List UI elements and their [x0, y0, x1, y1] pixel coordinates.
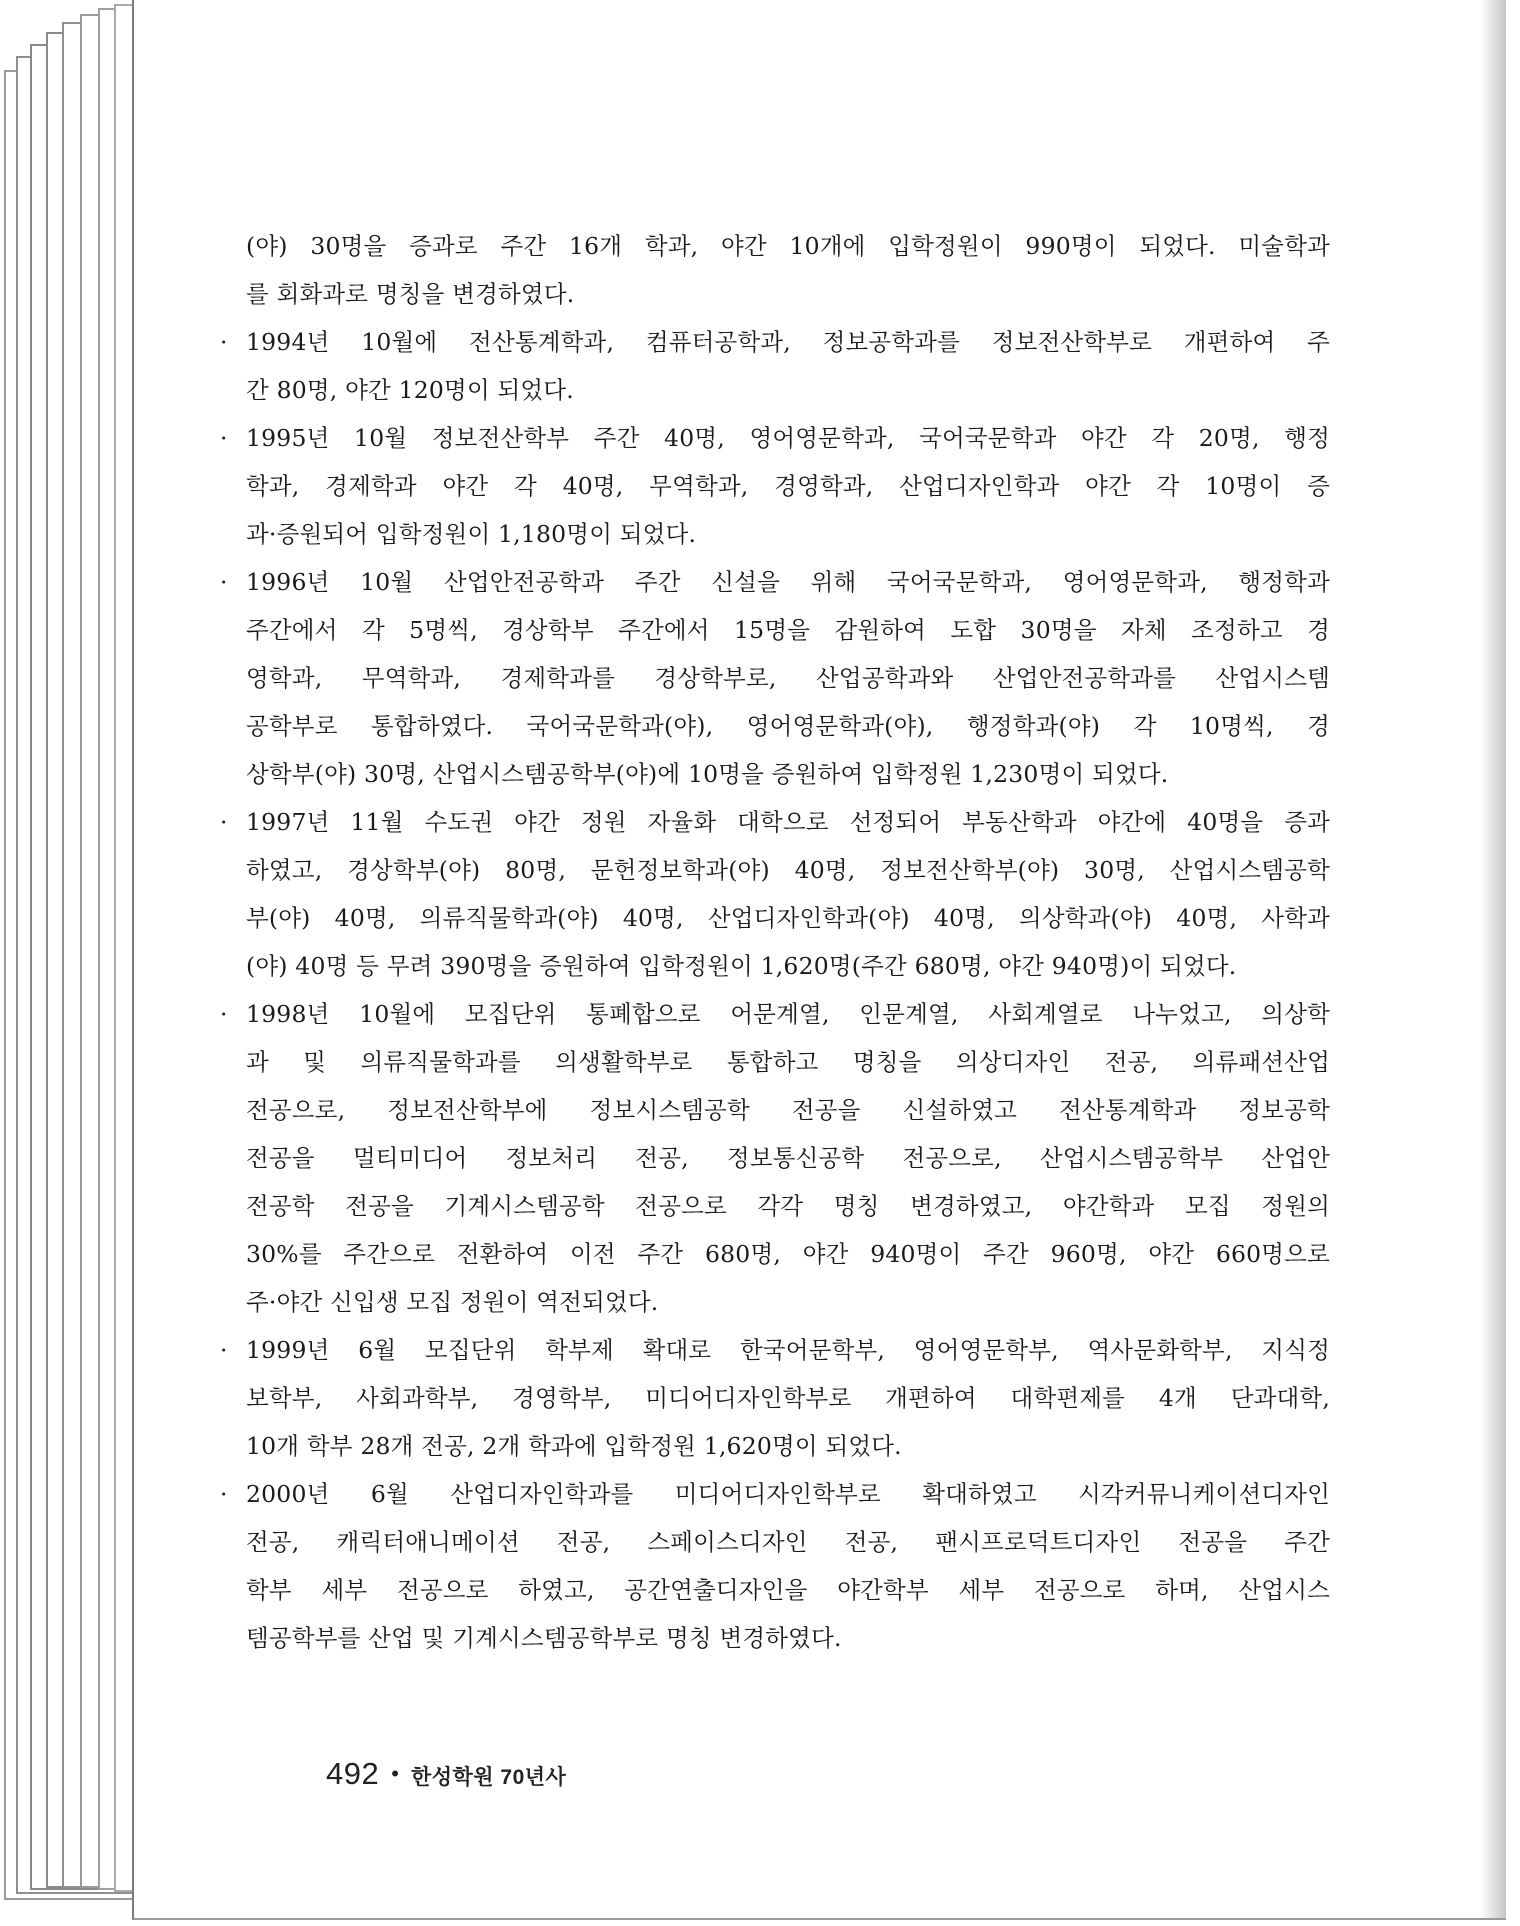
bullet-marker: ·: [220, 568, 228, 596]
text-line: 전공학 전공을 기계시스템공학 전공으로 각각 명칭 변경하였고, 야간학과 모집 정원의: [246, 1192, 1330, 1220]
paragraph: [218, 990, 1330, 1326]
text-line: 1994년 10월에 전산통계학과, 컴퓨터공학과, 정보공학과를 정보전산학부로 개편하여 주: [246, 328, 1330, 356]
paragraph: [218, 1470, 1330, 1662]
text-line: 1998년 10월에 모집단위 통폐합으로 어문계열, 인문계열, 사회계열로 나누었고, 의상학: [246, 1000, 1330, 1028]
paragraph: [218, 558, 1330, 798]
text-line: 영학과, 무역학과, 경제학과를 경상학부로, 산업공학과와 산업안전공학과를 산업시스템: [246, 664, 1330, 692]
text-line: 주·야간 신입생 모집 정원이 역전되었다.: [246, 1288, 659, 1316]
paragraph: [218, 798, 1330, 990]
text-line: 상학부(야) 30명, 산업시스템공학부(야)에 10명을 증원하여 입학정원 1,230명이 되었다.: [246, 760, 1169, 788]
paragraph: [218, 1326, 1330, 1470]
paragraph: [218, 222, 1330, 318]
text-line: 10개 학부 28개 전공, 2개 학과에 입학정원 1,620명이 되었다.: [246, 1432, 902, 1460]
text-line: 하였고, 경상학부(야) 80명, 문헌정보학과(야) 40명, 정보전산학부(야) 30명, 산업시스템공학: [246, 856, 1330, 884]
footer-separator: •: [391, 1761, 399, 1786]
text-line: (야) 30명을 증과로 주간 16개 학과, 야간 10개에 입학정원이 990명이 되었다. 미술학과: [246, 232, 1330, 260]
text-line: 전공을 멀티미디어 정보처리 전공, 정보통신공학 전공으로, 산업시스템공학부 산업안: [246, 1144, 1330, 1172]
bullet-marker: ·: [220, 808, 228, 836]
book-title: 한성학원 70년사: [410, 1766, 567, 1789]
text-line: 부(야) 40명, 의류직물학과(야) 40명, 산업디자인학과(야) 40명, 의상학과(야) 40명, 사학과: [246, 904, 1330, 932]
text-line: 과 및 의류직물학과를 의생활학부로 통합하고 명칭을 의상디자인 전공, 의류패션산업: [246, 1048, 1330, 1076]
text-line: 보학부, 사회과학부, 경영학부, 미디어디자인학부로 개편하여 대학편제를 4개 단과대학,: [246, 1384, 1330, 1412]
text-line: 1996년 10월 산업안전공학과 주간 신설을 위해 국어국문학과, 영어영문학과, 행정학과: [246, 568, 1330, 596]
text-line: 2000년 6월 산업디자인학과를 미디어디자인학부로 확대하였고 시각커뮤니케이션디자인: [246, 1480, 1330, 1508]
text-line: 간 80명, 야간 120명이 되었다.: [246, 376, 574, 404]
text-line: 를 회화과로 명칭을 변경하였다.: [246, 280, 575, 308]
bullet-marker: ·: [220, 1336, 228, 1364]
body-text: [218, 222, 1330, 1662]
text-line: 템공학부를 산업 및 기계시스템공학부로 명칭 변경하였다.: [246, 1624, 842, 1652]
bullet-marker: ·: [220, 1480, 228, 1508]
page-number: 492: [326, 1756, 380, 1791]
text-line: 1999년 6월 모집단위 학부제 확대로 한국어문학부, 영어영문학부, 역사문화학부, 지식정: [246, 1336, 1330, 1364]
text-line: 과·증원되어 입학정원이 1,180명이 되었다.: [246, 520, 697, 548]
bullet-marker: ·: [220, 328, 228, 356]
paragraph: [218, 318, 1330, 414]
page-shadow: [1480, 0, 1506, 1918]
text-line: 학부 세부 전공으로 하였고, 공간연출디자인을 야간학부 세부 전공으로 하며, 산업시스: [246, 1576, 1330, 1604]
paragraph: [218, 414, 1330, 558]
text-line: 전공, 캐릭터애니메이션 전공, 스페이스디자인 전공, 팬시프로덕트디자인 전공을 주간: [246, 1528, 1330, 1556]
text-line: 주간에서 각 5명씩, 경상학부 주간에서 15명을 감원하여 도합 30명을 자체 조정하고 경: [246, 616, 1330, 644]
text-line: (야) 40명 등 무려 390명을 증원하여 입학정원이 1,620명(주간 680명, 야간 940명)이 되었다.: [246, 952, 1237, 980]
page-footer: [326, 1756, 566, 1792]
bullet-marker: ·: [220, 424, 228, 452]
bullet-marker: ·: [220, 1000, 228, 1028]
text-line: 1997년 11월 수도권 야간 정원 자율화 대학으로 선정되어 부동산학과 야간에 40명을 증과: [246, 808, 1330, 836]
text-line: 학과, 경제학과 야간 각 40명, 무역학과, 경영학과, 산업디자인학과 야간 각 10명이 증: [246, 472, 1330, 500]
text-line: 1995년 10월 정보전산학부 주간 40명, 영어영문학과, 국어국문학과 야간 각 20명, 행정: [246, 424, 1330, 452]
text-line: 공학부로 통합하였다. 국어국문학과(야), 영어영문학과(야), 행정학과(야) 각 10명씩, 경: [246, 712, 1330, 740]
text-line: 30%를 주간으로 전환하여 이전 주간 680명, 야간 940명이 주간 960명, 야간 660명으로: [246, 1240, 1330, 1268]
text-line: 전공으로, 정보전산학부에 정보시스템공학 전공을 신설하였고 전산통계학과 정보공학: [246, 1096, 1330, 1124]
